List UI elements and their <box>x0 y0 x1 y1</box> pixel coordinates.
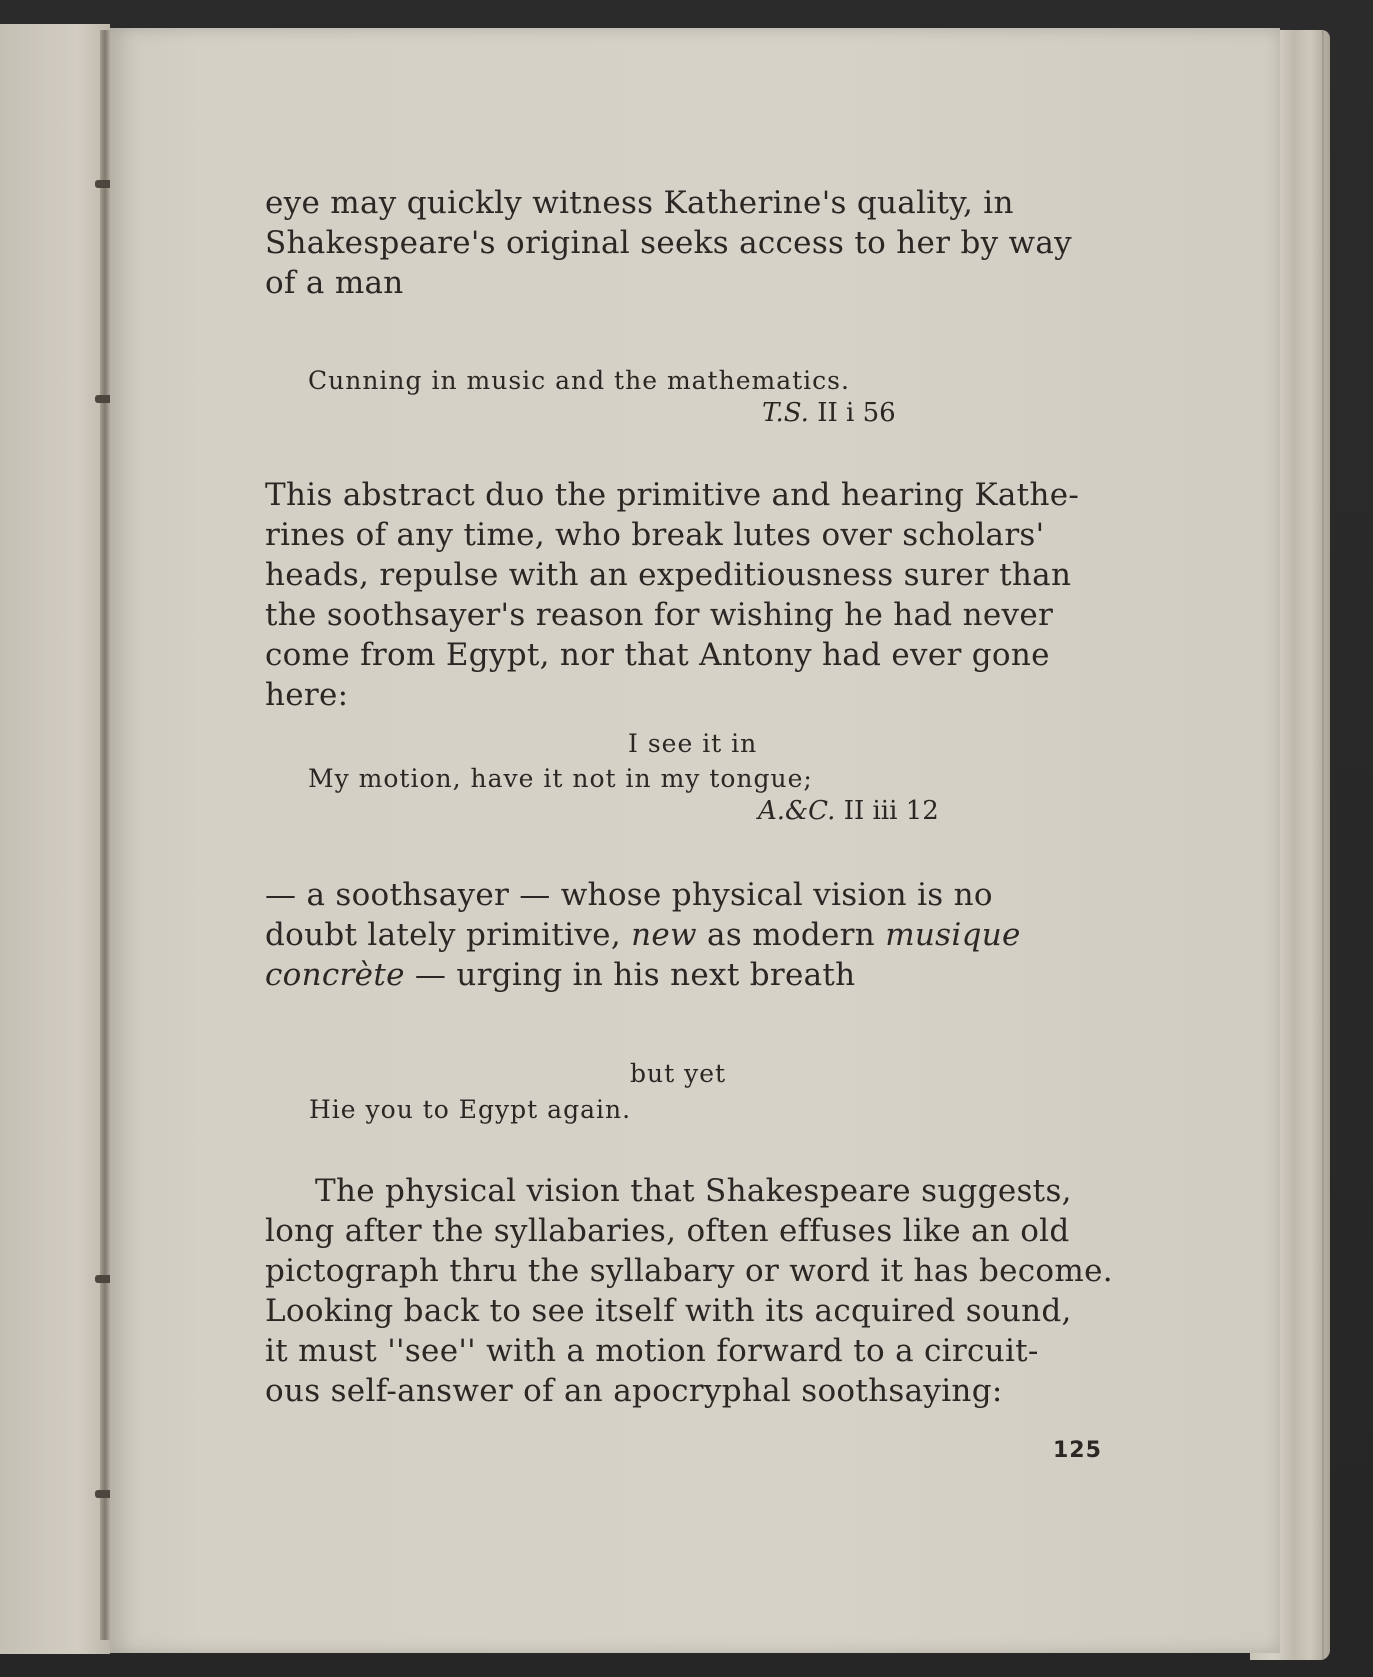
quote-1-line: Cunning in music and the mathematics. <box>308 366 850 395</box>
quote-2-citation <box>758 796 939 826</box>
citation-work: A.&C. <box>758 796 836 826</box>
text-line: rines of any time, who break lutes over scholars' <box>265 517 1045 553</box>
paragraph-3 <box>265 875 1095 995</box>
previous-page-edge <box>0 24 110 1654</box>
text-line <box>265 955 1095 995</box>
text-line: Shakespeare's original seeks access to her by way <box>265 225 1072 261</box>
text-line: The physical vision that Shakespeare suggests, <box>315 1173 1072 1209</box>
italic-word: concrète <box>265 957 405 993</box>
text-line <box>265 183 1095 223</box>
text-line: This abstract duo the primitive and hearing Kathe- <box>265 477 1080 513</box>
text-line: pictograph thru the syllabary or word it has become. <box>265 1253 1113 1289</box>
text-line: the soothsayer's reason for wishing he had never <box>265 597 1054 633</box>
text-line: ous self-answer of an apocryphal soothsaying: <box>265 1373 1003 1409</box>
page-number: 125 <box>1053 1438 1102 1463</box>
quote-3-line-2: Hie you to Egypt again. <box>309 1095 632 1124</box>
text-line: long after the syllabaries, often effuses like an old <box>265 1213 1070 1249</box>
citation-ref: II i 56 <box>817 398 896 428</box>
italic-word: musique <box>885 917 1021 953</box>
paragraph-4 <box>265 1171 1113 1411</box>
text-fragment: doubt lately primitive, <box>265 917 621 953</box>
italic-word: new <box>631 917 697 953</box>
text-fragment: as modern <box>707 917 876 953</box>
quote-1-citation <box>762 398 896 428</box>
text-line: here: <box>265 677 349 713</box>
citation-ref: II iii 12 <box>843 796 939 826</box>
paragraph-1 <box>265 183 1095 303</box>
quote-3-line-1: but yet <box>630 1059 727 1088</box>
quote-2-line-1: I see it in <box>628 729 758 758</box>
text-line: come from Egypt, nor that Antony had ever gone <box>265 637 1050 673</box>
text-line: heads, repulse with an expeditiousness surer than <box>265 557 1072 593</box>
text-line: Looking back to see itself with its acquired sound, <box>265 1293 1072 1329</box>
book-spine <box>100 30 110 1640</box>
text-line-content: eye may quickly witness Katherine's quality, in <box>265 185 1014 221</box>
citation-work: T.S. <box>762 398 809 428</box>
text-line: it must ''see'' with a motion forward to a circuit- <box>265 1333 1039 1369</box>
text-line <box>265 915 1095 955</box>
text-line: — a soothsayer — whose physical vision is no <box>265 877 993 913</box>
quote-2-line-2: My motion, have it not in my tongue; <box>308 764 813 793</box>
text-fragment: — urging in his next breath <box>414 957 856 993</box>
paragraph-2 <box>265 475 1095 715</box>
book-page <box>110 28 1280 1653</box>
text-line: of a man <box>265 265 404 301</box>
